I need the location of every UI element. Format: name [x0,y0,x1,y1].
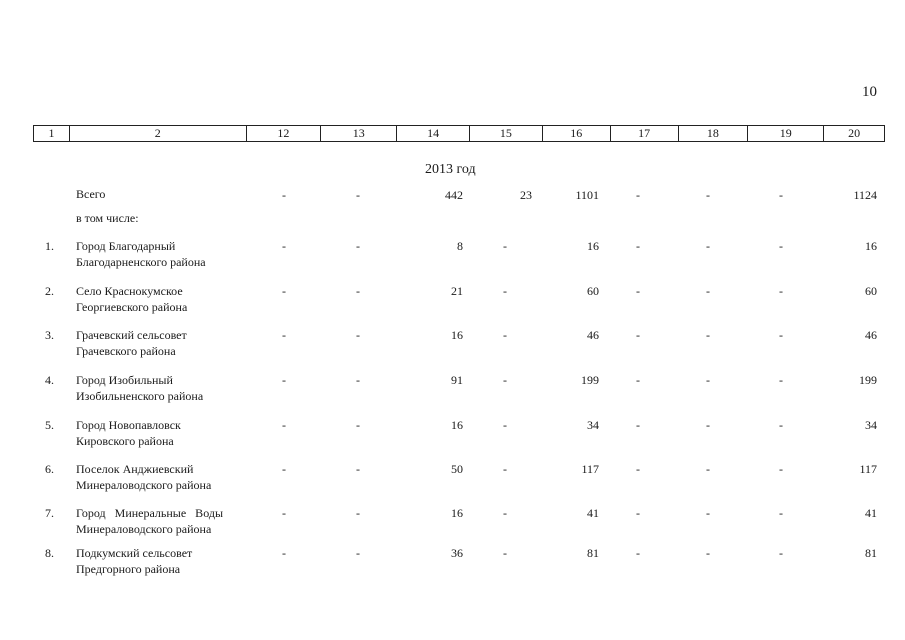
row-1-number: 1. [45,239,54,253]
total-col-14: 442 [445,188,463,202]
row-6-col-20: 117 [859,462,877,476]
row-4-col-12: - [282,373,286,387]
row-8-col-18: - [706,546,710,560]
row-4-number: 4. [45,373,54,387]
header-col-12: 12 [247,126,322,141]
header-col-17: 17 [611,126,679,141]
total-label: Всего [76,187,106,201]
row-6-col-17: - [636,462,640,476]
row-5-col-19: - [779,418,783,432]
row-3-col-12: - [282,328,286,342]
row-8-col-15: - [503,546,507,560]
row-3-number: 3. [45,328,54,342]
row-4-col-14: 91 [451,373,463,387]
row-7-col-20: 41 [865,506,877,520]
row-7-col-16: 41 [587,506,599,520]
total-col-13: - [356,188,360,202]
row-2-col-16: 60 [587,284,599,298]
row-3-col-18: - [706,328,710,342]
row-4-name-line2: Изобильненского района [76,389,204,403]
total-col-19: - [779,188,783,202]
row-6-col-18: - [706,462,710,476]
row-7-col-13: - [356,506,360,520]
row-2-number: 2. [45,284,54,298]
year-title: 2013 год [425,162,476,177]
row-3-col-15: - [503,328,507,342]
row-7-col-15: - [503,506,507,520]
total-col-20: 1124 [853,188,877,202]
row-4-name-line1: Город Изобильный [76,373,173,387]
row-8-col-19: - [779,546,783,560]
row-7-name-line2: Минераловодского района [76,522,212,536]
header-col-2: 2 [70,126,247,141]
row-8-col-13: - [356,546,360,560]
row-1-col-19: - [779,239,783,253]
row-4-col-18: - [706,373,710,387]
header-col-18: 18 [679,126,749,141]
row-2-col-12: - [282,284,286,298]
row-2-col-15: - [503,284,507,298]
row-4-col-16: 199 [581,373,599,387]
row-1-name-line2: Благодарненского района [76,255,206,269]
header-col-14: 14 [397,126,470,141]
row-8-col-12: - [282,546,286,560]
row-2-col-19: - [779,284,783,298]
row-7-col-18: - [706,506,710,520]
row-5-name-line2: Кировского района [76,434,174,448]
row-7-name-line1: Город Минеральные Воды [76,506,224,520]
row-3-col-16: 46 [587,328,599,342]
row-5-col-17: - [636,418,640,432]
row-1-col-14: 8 [457,239,463,253]
row-6-col-12: - [282,462,286,476]
row-2-col-13: - [356,284,360,298]
row-6-col-15: - [503,462,507,476]
header-col-16: 16 [543,126,611,141]
row-8-name-line1: Подкумский сельсовет [76,546,193,560]
row-8-name-line2: Предгорного района [76,562,181,576]
row-3-name-line1: Грачевский сельсовет [76,328,187,342]
row-7-col-12: - [282,506,286,520]
row-6-name-line1: Поселок Анджиевский [76,462,194,476]
total-col-17: - [636,188,640,202]
row-4-col-13: - [356,373,360,387]
row-5-col-13: - [356,418,360,432]
header-col-20: 20 [848,126,861,140]
row-2-name-line2: Георгиевского района [76,300,188,314]
row-1-col-16: 16 [587,239,599,253]
row-4-col-20: 199 [859,373,877,387]
row-8-col-20: 81 [865,546,877,560]
row-8-col-14: 36 [451,546,463,560]
header-table [33,125,885,142]
row-1-col-13: - [356,239,360,253]
row-1-col-20: 16 [865,239,877,253]
row-3-col-20: 46 [865,328,877,342]
row-3-name-line2: Грачевского района [76,344,176,358]
row-7-number: 7. [45,506,54,520]
row-7-col-14: 16 [451,506,463,520]
row-6-col-19: - [779,462,783,476]
row-5-name-line1: Город Новопавловск [76,418,181,432]
row-7-col-17: - [636,506,640,520]
row-3-col-13: - [356,328,360,342]
row-4-col-19: - [779,373,783,387]
header-col-13: 13 [321,126,397,141]
header-col-19: 19 [748,126,824,141]
row-2-col-14: 21 [451,284,463,298]
row-1-col-15: - [503,239,507,253]
header-col-15: 15 [470,126,543,141]
row-5-col-14: 16 [451,418,463,432]
row-1-col-17: - [636,239,640,253]
row-5-col-12: - [282,418,286,432]
row-6-col-16: 117 [581,462,599,476]
row-6-name-line2: Минераловодского района [76,478,212,492]
row-7-col-19: - [779,506,783,520]
row-4-col-17: - [636,373,640,387]
row-8-col-16: 81 [587,546,599,560]
row-6-number: 6. [45,462,54,476]
row-5-col-20: 34 [865,418,877,432]
row-2-col-18: - [706,284,710,298]
row-6-col-13: - [356,462,360,476]
row-1-col-18: - [706,239,710,253]
total-col-18: - [706,188,710,202]
row-6-col-14: 50 [451,462,463,476]
row-2-col-17: - [636,284,640,298]
row-3-col-19: - [779,328,783,342]
row-5-number: 5. [45,418,54,432]
total-col-16: 1101 [575,188,599,202]
row-8-number: 8. [45,546,54,560]
total-col-12: - [282,188,286,202]
row-5-col-18: - [706,418,710,432]
page-number: 10 [862,84,877,100]
total-col-15: 23 [520,188,532,202]
row-5-col-15: - [503,418,507,432]
row-1-name-line1: Город Благодарный [76,239,176,253]
row-4-col-15: - [503,373,507,387]
row-3-col-14: 16 [451,328,463,342]
row-2-name-line1: Село Краснокумское [76,284,183,298]
row-5-col-16: 34 [587,418,599,432]
including-label: в том числе: [76,211,139,225]
row-2-col-20: 60 [865,284,877,298]
row-3-col-17: - [636,328,640,342]
header-col-1: 1 [34,126,70,141]
row-8-col-17: - [636,546,640,560]
row-1-col-12: - [282,239,286,253]
